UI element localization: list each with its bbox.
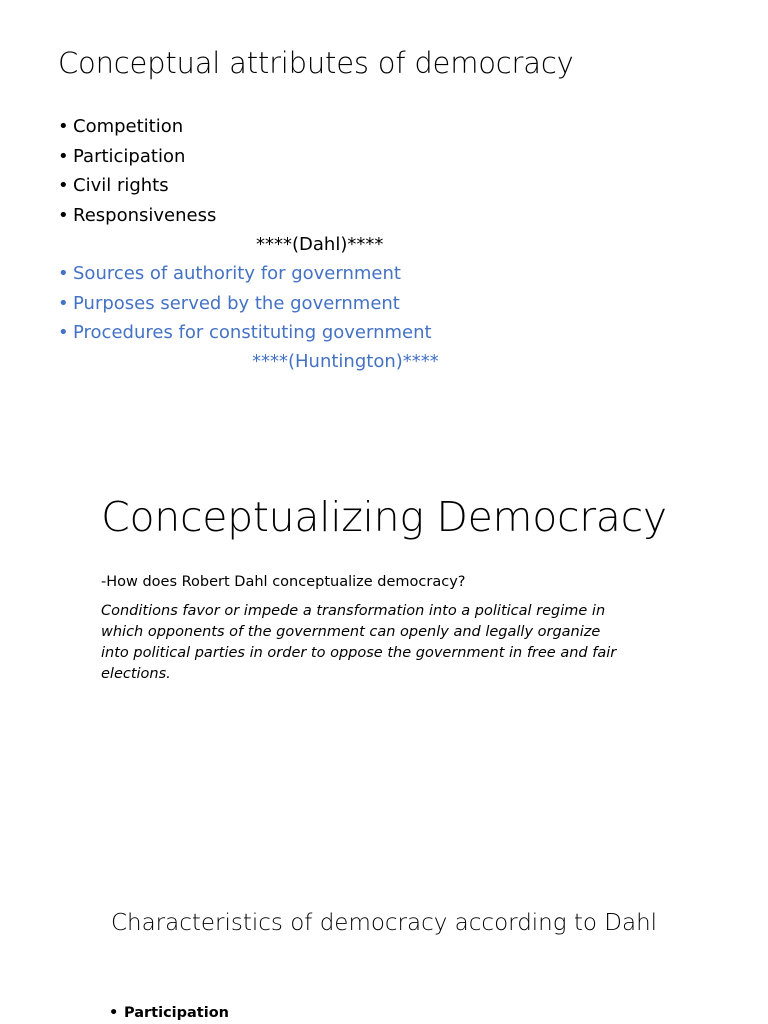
bullet-icon: •	[58, 175, 69, 196]
bullet-icon: •	[58, 322, 69, 343]
slide-title: Characteristics of democracy according to Dahl	[110, 910, 658, 936]
bullet-icon: •	[58, 263, 69, 284]
bullet-icon: •	[58, 145, 69, 167]
huntington-attributes-list	[58, 259, 432, 348]
bullet-icon: •	[109, 1005, 119, 1021]
dahl-attribution: ****(Dahl)****	[256, 234, 384, 255]
question-text: -How does Robert Dahl conceptualize democracy?	[101, 574, 466, 590]
list-item: • Procedures for constituting government	[58, 318, 432, 348]
slide-conceptual-attributes	[0, 0, 768, 440]
list-item: • Participation	[109, 1005, 229, 1021]
slide-conceptualizing-democracy	[0, 440, 768, 860]
list-item: • Purposes served by the government	[58, 289, 432, 319]
bullet-icon: •	[58, 204, 69, 226]
bullet-icon: •	[58, 292, 69, 314]
huntington-attribution: ****(Huntington)****	[252, 351, 439, 372]
paragraph-line: elections.	[101, 666, 171, 682]
paragraph-line: Conditions favor or impede a transformation into a political regime in	[101, 603, 606, 619]
characteristics-list	[109, 1003, 229, 1023]
list-item: • Civil rights	[58, 171, 216, 201]
list-item: • Competition	[58, 112, 216, 142]
slide-characteristics	[0, 860, 768, 1024]
slide-title: Conceptualizing Democracy	[101, 493, 667, 541]
definition-paragraph	[101, 601, 661, 685]
paragraph-line: which opponents of the government can openly and legally organize	[101, 624, 601, 640]
paragraph-line: into political parties in order to oppose the government in free and fair	[101, 645, 617, 661]
dahl-attributes-list	[58, 112, 216, 230]
slide-title: Conceptual attributes of democracy	[58, 46, 574, 80]
bullet-icon: •	[58, 116, 69, 137]
list-item: • Sources of authority for government	[58, 259, 432, 289]
list-item: • Responsiveness	[58, 201, 216, 231]
list-item: • Participation	[58, 142, 216, 172]
